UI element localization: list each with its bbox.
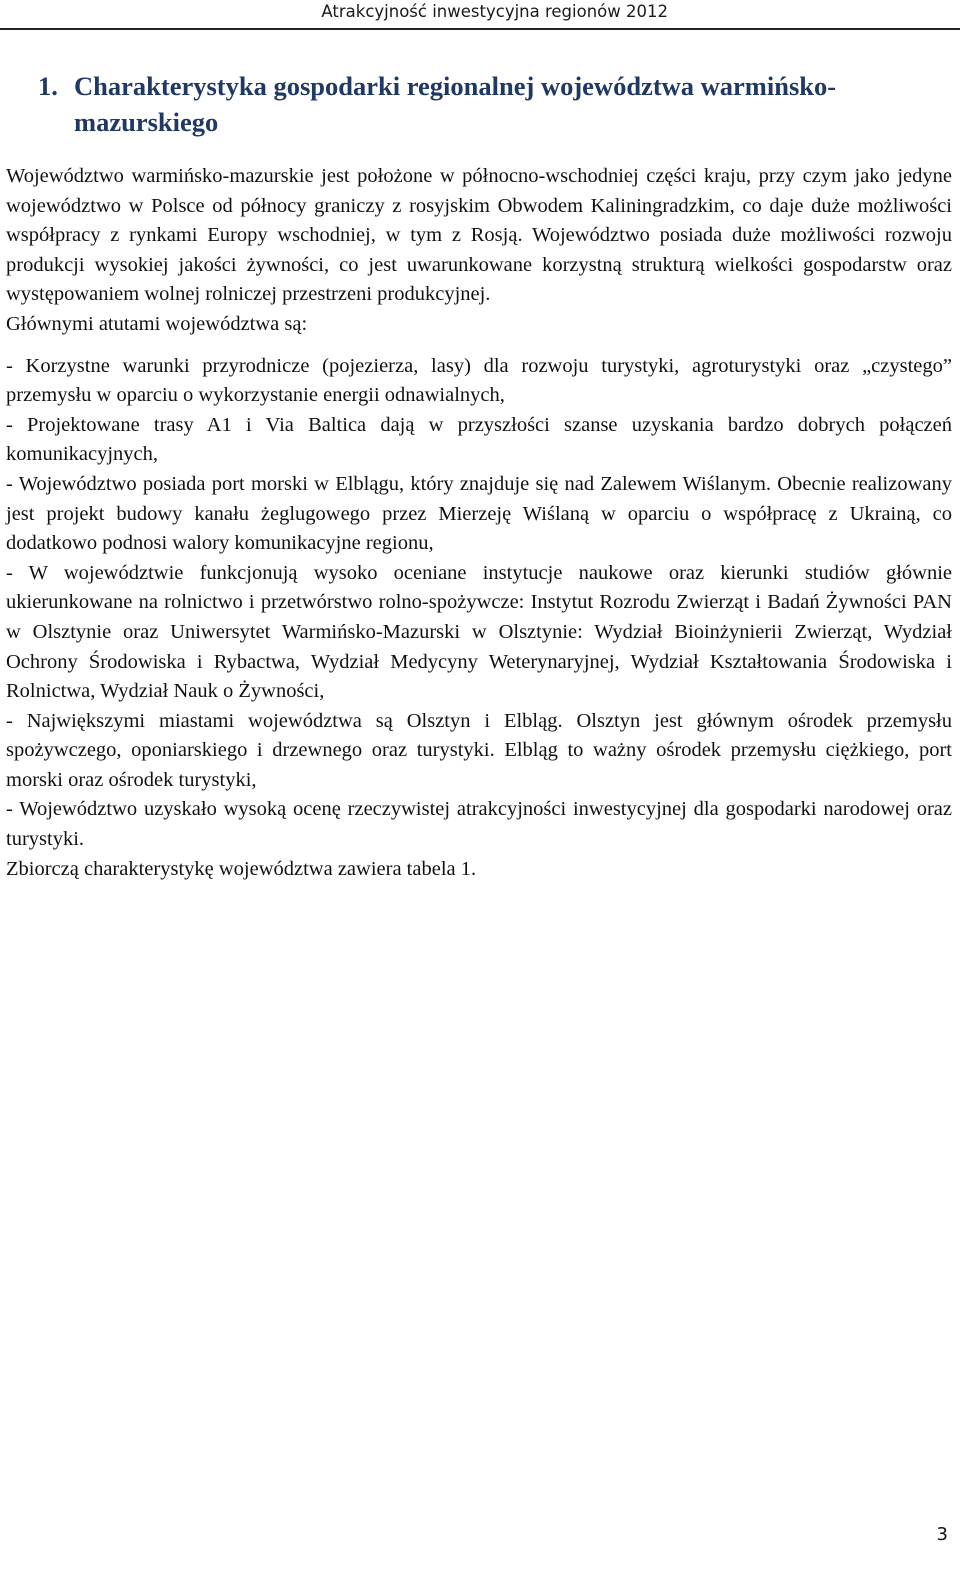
assets-lead: Głównymi atutami województwa są: <box>6 312 308 335</box>
bullet-item: - Korzystne warunki przyrodnicze (pojezierza, lasy) dla rozwoju turystyki, agroturystyki oraz „czystego” przemysłu w oparciu o wykorzystanie energii odnawialnych, <box>6 354 952 407</box>
intro-paragraph: Województwo warmińsko-mazurskie jest położone w północno-wschodniej części kraju, przy czym jako jedyne województwo w Polsce od północy graniczy z rosyjskim Obwodem Kaliningradzkim, co daje duże możliwości współpracy z rynkami Europy wschodniej, w tym z Rosją. Województwo posiada duże możliwości rozwoju produkcji wysokiej jakości żywności, co jest uwarunkowane korzystną strukturą wielkości gospodarstw oraz występowaniem wolnej rolniczej przestrzeni produkcyjnej. <box>6 165 952 306</box>
closing-sentence: Zbiorczą charakterystykę województwa zawiera tabela 1. <box>6 857 477 880</box>
page-number: 3 <box>936 1524 948 1545</box>
bullet-item: - Województwo uzyskało wysoką ocenę rzeczywistej atrakcyjności inwestycyjnej dla gospodarki narodowej oraz turystyki. <box>6 798 952 851</box>
chapter-number: 1. <box>38 71 58 101</box>
running-header-title: Atrakcyjność inwestycyjna regionów 2012 <box>321 2 668 21</box>
bullet-item: - Województwo posiada port morski w Elblągu, który znajduje się nad Zalewem Wiślanym. Obecnie realizowany jest projekt budowy kanału żeglugowego przez Mierzeję Wiślaną w oparciu o współpracę z Ukrainą, co dodatkowo podnosi walory komunikacyjne regionu, <box>6 472 952 555</box>
bullet-item: - Projektowane trasy A1 i Via Baltica dają w przyszłości szanse uzyskania bardzo dobrych połączeń komunikacyjnych, <box>6 413 952 466</box>
header-rule <box>0 28 960 30</box>
paragraph-gap <box>6 340 952 352</box>
bullet-item: - Największymi miastami województwa są Olsztyn i Elbląg. Olsztyn jest głównym ośrodek przemysłu spożywczego, oponiarskiego i drzewnego oraz turystyki. Elbląg to ważny ośrodek przemysłu ciężkiego, port morski oraz ośrodek turystyki, <box>6 709 952 791</box>
chapter-title-line1: Charakterystyka gospodarki regionalnej województwa warmińsko- <box>74 71 837 101</box>
chapter-title <box>6 68 952 140</box>
bullet-item: - W województwie funkcjonują wysoko oceniane instytucje naukowe oraz kierunki studiów głównie ukierunkowane na rolnictwo i przetwórstwo rolno-spożywcze: Instytut Rozrodu Zwierząt i Badań Żywności PAN w Olsztynie oraz Uniwersytet Warmińsko-Mazurski w Olsztynie: Wydział Bioinżynierii Zwierząt, Wydział Ochrony Środowiska i Rybactwa, Wydział Medycyny Weterynaryjnej, Wydział Kształtowania Środowiska i Rolnictwa, Wydział Nauk o Żywności, <box>6 561 952 703</box>
body-text <box>6 162 952 884</box>
chapter-title-line2: mazurskiego <box>74 107 219 137</box>
